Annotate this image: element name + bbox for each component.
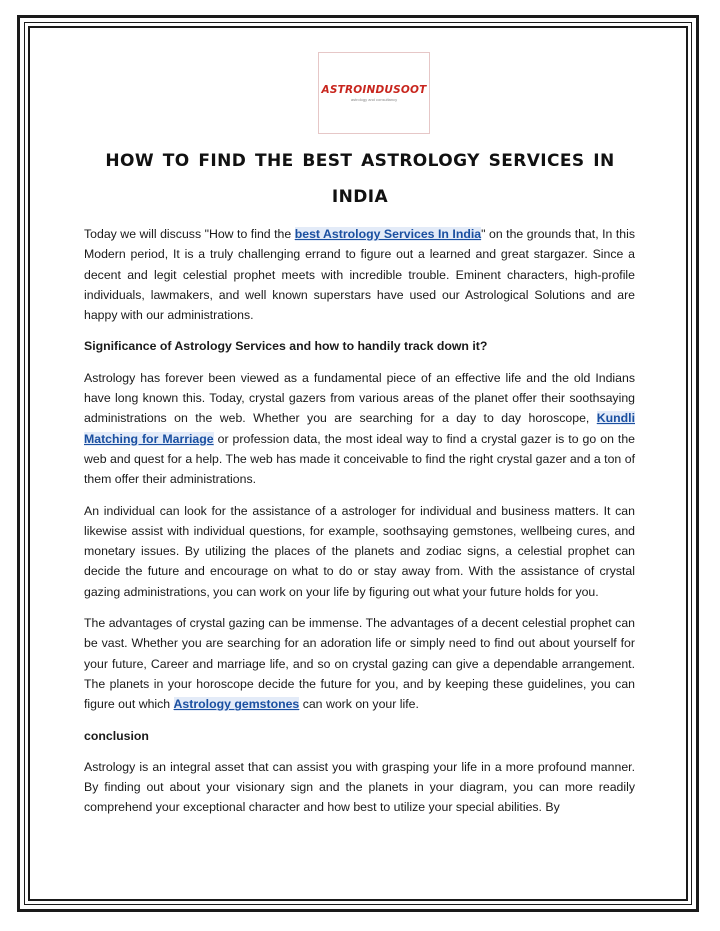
paragraph-text: Today we will discuss "How to find the xyxy=(84,227,295,241)
company-logo xyxy=(318,52,430,134)
best-astrology-services-link[interactable]: best Astrology Services In India xyxy=(294,227,482,241)
logo-wordmark: ASTROINDUSOOT xyxy=(321,84,427,96)
logo-tagline: astrology and consultancy xyxy=(350,97,398,102)
paragraph-text: " on the grounds that, In this Modern period, It is a truly challenging errand to figure out a learned and great stargazer. Since a decent and legit celestial prophet meets with incredible trouble. Eminent characters, high-profile individuals, lawmakers, and well known superstars have used our Astrological Solutions and are happy with our administrations. xyxy=(84,227,635,323)
paragraph-text: or profession data, the most ideal way to find a crystal gazer is to go on the web and quest for a help. The web has made it conceivable to find the right crystal gazer and a ton of them offer their administrations. xyxy=(84,431,636,487)
paragraph-text: Astrology has forever been viewed as a fundamental piece of an effective life and the old Indians have long known this. Today, crystal gazers from various areas of the planet offer their soothsaying administrations on the web. Whether you are searching for a day to day horoscope, xyxy=(84,370,635,426)
paragraph-assistance: An individual can look for the assistance of a astrologer for individual and business matters. It can likewise assist with individual questions, for example, soothsaying gemstones, wellbeing cures, and monetary issues. By utilizing the places of the planets and zodiac signs, a celestial prophet can decide the future and encourage on what to do or stay away from. With the assistance of crystal gazing administrations, you can work on your life by figuring out what your future holds for you. xyxy=(84,503,635,599)
section-heading-conclusion: conclusion xyxy=(84,728,149,743)
section-heading-significance: Significance of Astrology Services and how to handily track down it? xyxy=(84,339,488,354)
paragraph-text: The advantages of crystal gazing can be immense. The advantages of a decent celestial prophet can be vast. Whether you are searching for an adoration life or simply need to find out about yourself for your future, Career and marriage life, and so on crystal gazing can give a dependable arrangement. The planets in your horoscope decide the future for you, and by keeping these guidelines, you can figure out which xyxy=(84,616,635,712)
paragraph-conclusion: Astrology is an integral asset that can assist you with grasping your life in a more profound manner. By finding out about your visionary sign and the planets in your diagram, you can more readily comprehend your exceptional character and how best to utilize your special abilities. By xyxy=(84,759,635,815)
kundli-matching-link[interactable]: Kundli Matching for Marriage xyxy=(84,411,635,446)
page-title: how to find the best astrology services in india xyxy=(105,144,615,208)
article-body xyxy=(84,224,635,829)
paragraph-significance xyxy=(84,368,635,490)
astrology-gemstones-link[interactable]: Astrology gemstones xyxy=(173,697,300,712)
paragraph-advantages xyxy=(84,613,635,714)
paragraph-intro xyxy=(84,224,635,325)
paragraph-text: can work on your life. xyxy=(299,697,419,712)
